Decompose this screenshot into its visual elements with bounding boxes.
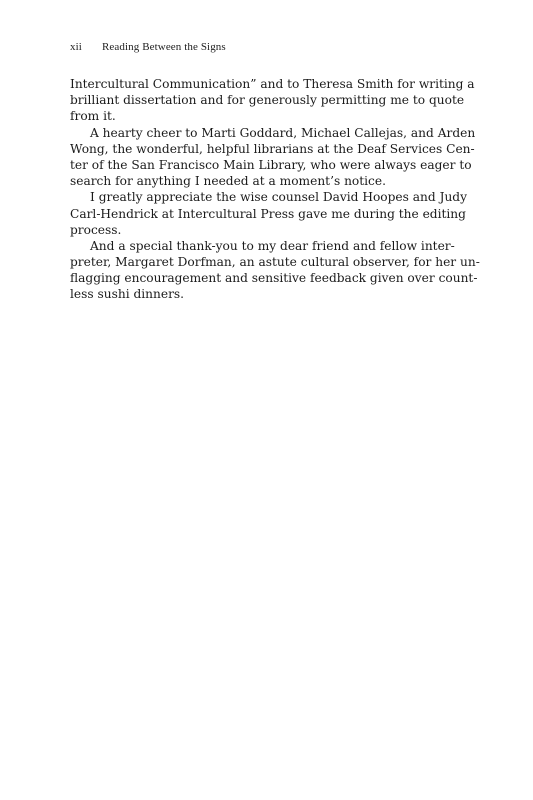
text-line: brilliant dissertation and for generously permitting me to quote <box>70 93 465 108</box>
running-head <box>70 41 226 53</box>
text-line: less sushi dinners. <box>70 287 185 302</box>
text-line: Wong, the wonderful, helpful librarians at the Deaf Services Cen- <box>70 141 475 156</box>
text-line: preter, Margaret Dorfman, an astute cultural observer, for her un- <box>70 255 480 270</box>
running-title: Reading Between the Signs <box>102 41 226 53</box>
text-line: Intercultural Communication” and to Theresa Smith for writing a <box>70 77 475 91</box>
text-line: A hearty cheer to Marti Goddard, Michael Callejas, and Arden <box>90 125 476 140</box>
text-line: Carl-Hendrick at Intercultural Press gave me during the editing <box>70 206 466 221</box>
text-line: process. <box>70 222 122 237</box>
text-line: flagging encouragement and sensitive feedback given over count- <box>70 271 478 286</box>
text-line: from it. <box>70 109 116 124</box>
body-text <box>70 76 480 303</box>
page-number: xii <box>70 41 82 53</box>
text-line: ter of the San Francisco Main Library, who were always eager to <box>70 157 472 172</box>
text-line: And a special thank-you to my dear friend and fellow inter- <box>90 238 455 253</box>
text-line: I greatly appreciate the wise counsel David Hoopes and Judy <box>90 190 467 205</box>
text-line: search for anything I needed at a moment’s notice. <box>70 174 386 189</box>
